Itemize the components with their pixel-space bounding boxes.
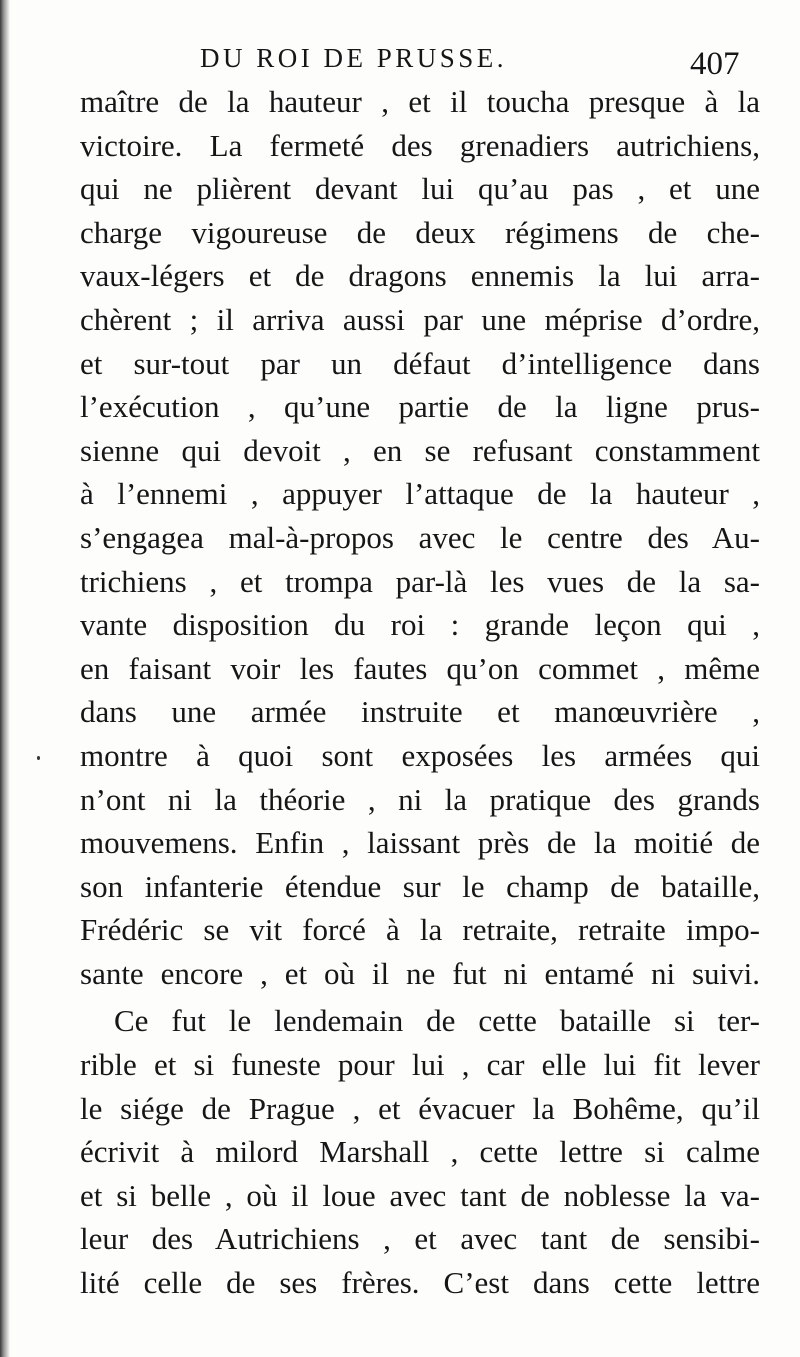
text-line: montre à quoi sont exposées les armées qui xyxy=(80,737,760,773)
ink-speck xyxy=(37,756,40,760)
page-number: 407 xyxy=(690,46,740,82)
text-line: vaux-légers et de dragons ennemis la lui arra- xyxy=(80,258,760,294)
body-text xyxy=(80,80,760,1305)
text-line: leur des Autrichiens , et avec tant de sensibi- xyxy=(80,1221,760,1257)
text-line: vante disposition du roi : grande leçon qui , xyxy=(80,607,760,643)
text-line: sienne qui devoit , en se refusant constamment xyxy=(80,432,760,468)
text-line: Frédéric se vit forcé à la retraite, retraite impo- xyxy=(80,912,760,948)
text-line: lité celle de ses frères. C’est dans cette lettre xyxy=(80,1265,760,1301)
running-head: DU ROI DE PRUSSE. xyxy=(200,43,508,73)
text-line: charge vigoureuse de deux régimens de che- xyxy=(80,214,760,250)
text-line: victoire. La fermeté des grenadiers autrichiens, xyxy=(80,127,760,163)
text-line: son infanterie étendue sur le champ de bataille, xyxy=(80,868,760,904)
text-line: trichiens , et trompa par-là les vues de la sa- xyxy=(80,563,760,599)
text-line: rible et si funeste pour lui , car elle lui fit lever xyxy=(80,1047,760,1083)
text-line: dans une armée instruite et manœuvrière , xyxy=(80,694,760,730)
text-line: à l’ennemi , appuyer l’attaque de la hauteur , xyxy=(80,476,760,512)
text-line: l’exécution , qu’une partie de la ligne prus- xyxy=(80,389,760,425)
text-line: Ce fut le lendemain de cette bataille si ter- xyxy=(114,1003,760,1039)
text-line: et sur-tout par un défaut d’intelligence dans xyxy=(80,345,760,381)
text-line: sante encore , et où il ne fut ni entamé ni suivi. xyxy=(80,955,760,991)
text-line: écrivit à milord Marshall , cette lettre si calme xyxy=(80,1134,760,1170)
page-gutter-shadow xyxy=(0,0,10,1357)
text-line: maître de la hauteur , et il toucha presque à la xyxy=(80,84,760,119)
text-line: en faisant voir les fautes qu’on commet , même xyxy=(80,650,760,686)
text-line: s’engagea mal-à-propos avec le centre des Au- xyxy=(80,519,760,555)
text-line: le siége de Prague , et évacuer la Bohême, qu’il xyxy=(80,1090,760,1126)
text-line: qui ne plièrent devant lui qu’au pas , et une xyxy=(80,171,760,207)
text-line: mouvemens. Enfin , laissant près de la moitié de xyxy=(80,825,760,861)
text-line: chèrent ; il arriva aussi par une méprise d’ordre, xyxy=(80,301,760,337)
text-line: n’ont ni la théorie , ni la pratique des grands xyxy=(80,781,760,817)
text-line: et si belle , où il loue avec tant de noblesse la va- xyxy=(80,1177,760,1213)
